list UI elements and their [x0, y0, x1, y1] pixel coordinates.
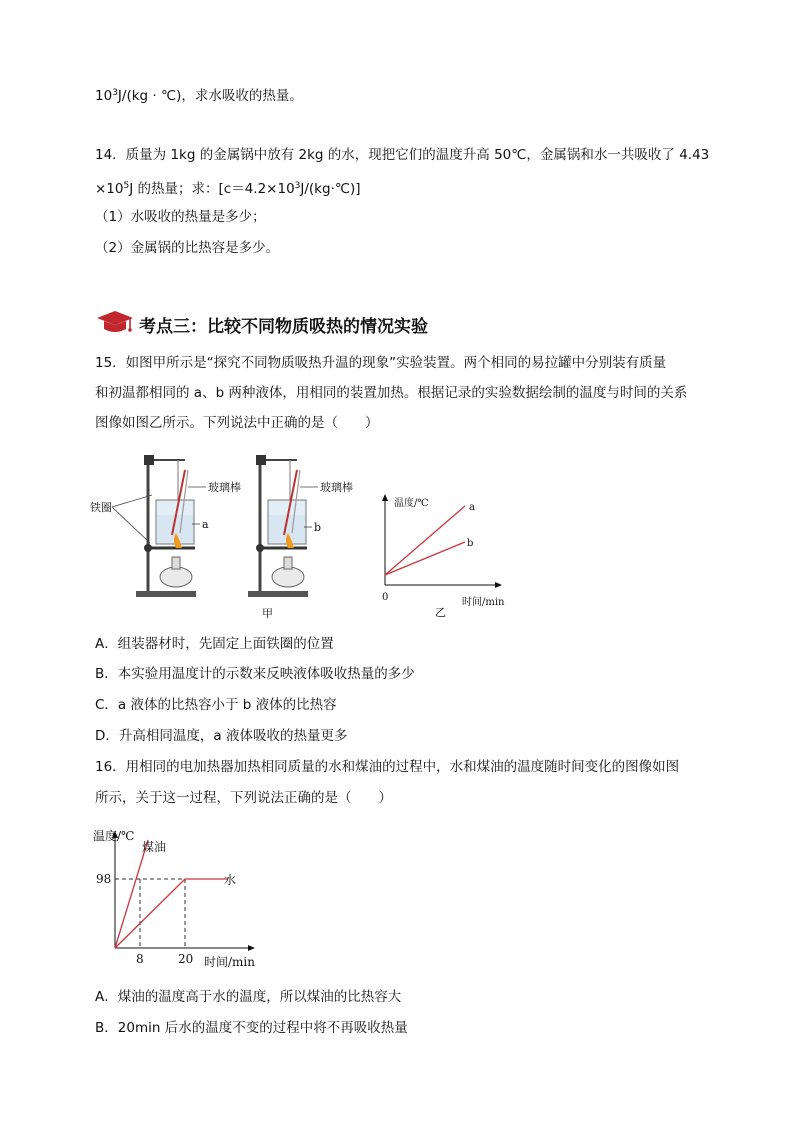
- q15-stem-line1: 15．如图甲所示是“探究不同物质吸热升温的现象”实验装置。两个相同的易拉罐中分别装有质量: [95, 355, 667, 371]
- q16-option-b: B．20min 后水的温度不变的过程中将不再吸收热量: [95, 1020, 408, 1036]
- q13-tail: $10^3J/(kg$ · ℃)，求水吸收的热量。: [95, 88, 303, 104]
- q15-stem-line3: 图像如图乙所示。下列说法中正确的是（ ）: [95, 415, 379, 431]
- graph-yi-origin: 0: [382, 592, 389, 603]
- label-glass-rod-2: 玻璃棒: [320, 481, 353, 494]
- q16-option-a: A．煤油的温度高于水的温度，所以煤油的比热容大: [95, 989, 402, 1005]
- label-glass-rod-1: 玻璃棒: [208, 481, 241, 494]
- q15-option-d: D．升高相同温度，a 液体吸收的热量更多: [95, 728, 348, 744]
- series-line-b: [385, 542, 465, 575]
- q15-option-c: C．a 液体的比热容小于 b 液体的比热容: [95, 697, 337, 713]
- heating-graph: [90, 822, 270, 972]
- x-tick-8: 8: [136, 952, 144, 966]
- water-curve: [115, 879, 228, 948]
- q15-stem-line2: 和初温都相同的 a、b 两种液体，用相同的装置加热。根据记录的实验数据绘制的温度与时间的关系: [95, 385, 688, 401]
- section-title: 考点三：比较不同物质吸热的情况实验: [139, 316, 428, 337]
- caption-yi: 乙: [435, 606, 446, 619]
- graduation-cap-icon: [95, 309, 135, 339]
- heating-graph-xlabel: 时间/min: [204, 955, 255, 969]
- q15-option-b: B．本实验用温度计的示数来反映液体吸收热量的多少: [95, 666, 415, 682]
- caption-jia: 甲: [262, 607, 273, 620]
- x-tick-20: 20: [178, 952, 194, 966]
- apparatus-a: [136, 455, 196, 597]
- section-heading: [95, 309, 428, 339]
- q14-sub1: （1）水吸收的热量是多少；: [95, 209, 266, 225]
- q15-option-a: A．组装器材时，先固定上面铁圈的位置: [95, 636, 334, 652]
- apparatus-figure-jia: [90, 445, 380, 625]
- y-tick-98: 98: [96, 872, 112, 886]
- temperature-graph-yi: [380, 490, 510, 620]
- label-liquid-a: a: [202, 518, 209, 531]
- label-iron-ring: 铁圈: [90, 501, 112, 514]
- label-water: 水: [224, 873, 237, 887]
- label-liquid-b: b: [314, 521, 322, 534]
- graph-yi-label-b: b: [467, 538, 474, 549]
- q16-stem-line1: 16．用相同的电加热器加热相同质量的水和煤油的过程中，水和煤油的温度随时间变化的图像如图: [95, 759, 680, 775]
- series-line-a: [385, 506, 465, 575]
- q14-stem-line1: 14．质量为 1kg 的金属锅中放有 2kg 的水，现把它们的温度升高 50℃，金属锅和水一共吸收了 4.43: [95, 147, 710, 163]
- q16-stem-line2: 所示，关于这一过程，下列说法正确的是（ ）: [95, 790, 392, 806]
- heating-graph-ylabel: 温度/℃: [93, 829, 135, 843]
- graph-yi-ylabel: 温度/℃: [394, 498, 429, 509]
- apparatus-b: [248, 455, 308, 597]
- q14-sub2: （2）金属锅的比热容是多少。: [95, 240, 280, 256]
- graph-yi-xlabel: 时间/min: [462, 597, 505, 608]
- graph-yi-label-a: a: [469, 502, 475, 513]
- label-kerosene: 煤油: [142, 840, 167, 854]
- q14-stem-line2: $\times 10^5J$ 的热量；求：$[c=4.2\times 10^3J/(kg\cdot℃)]$: [95, 181, 361, 197]
